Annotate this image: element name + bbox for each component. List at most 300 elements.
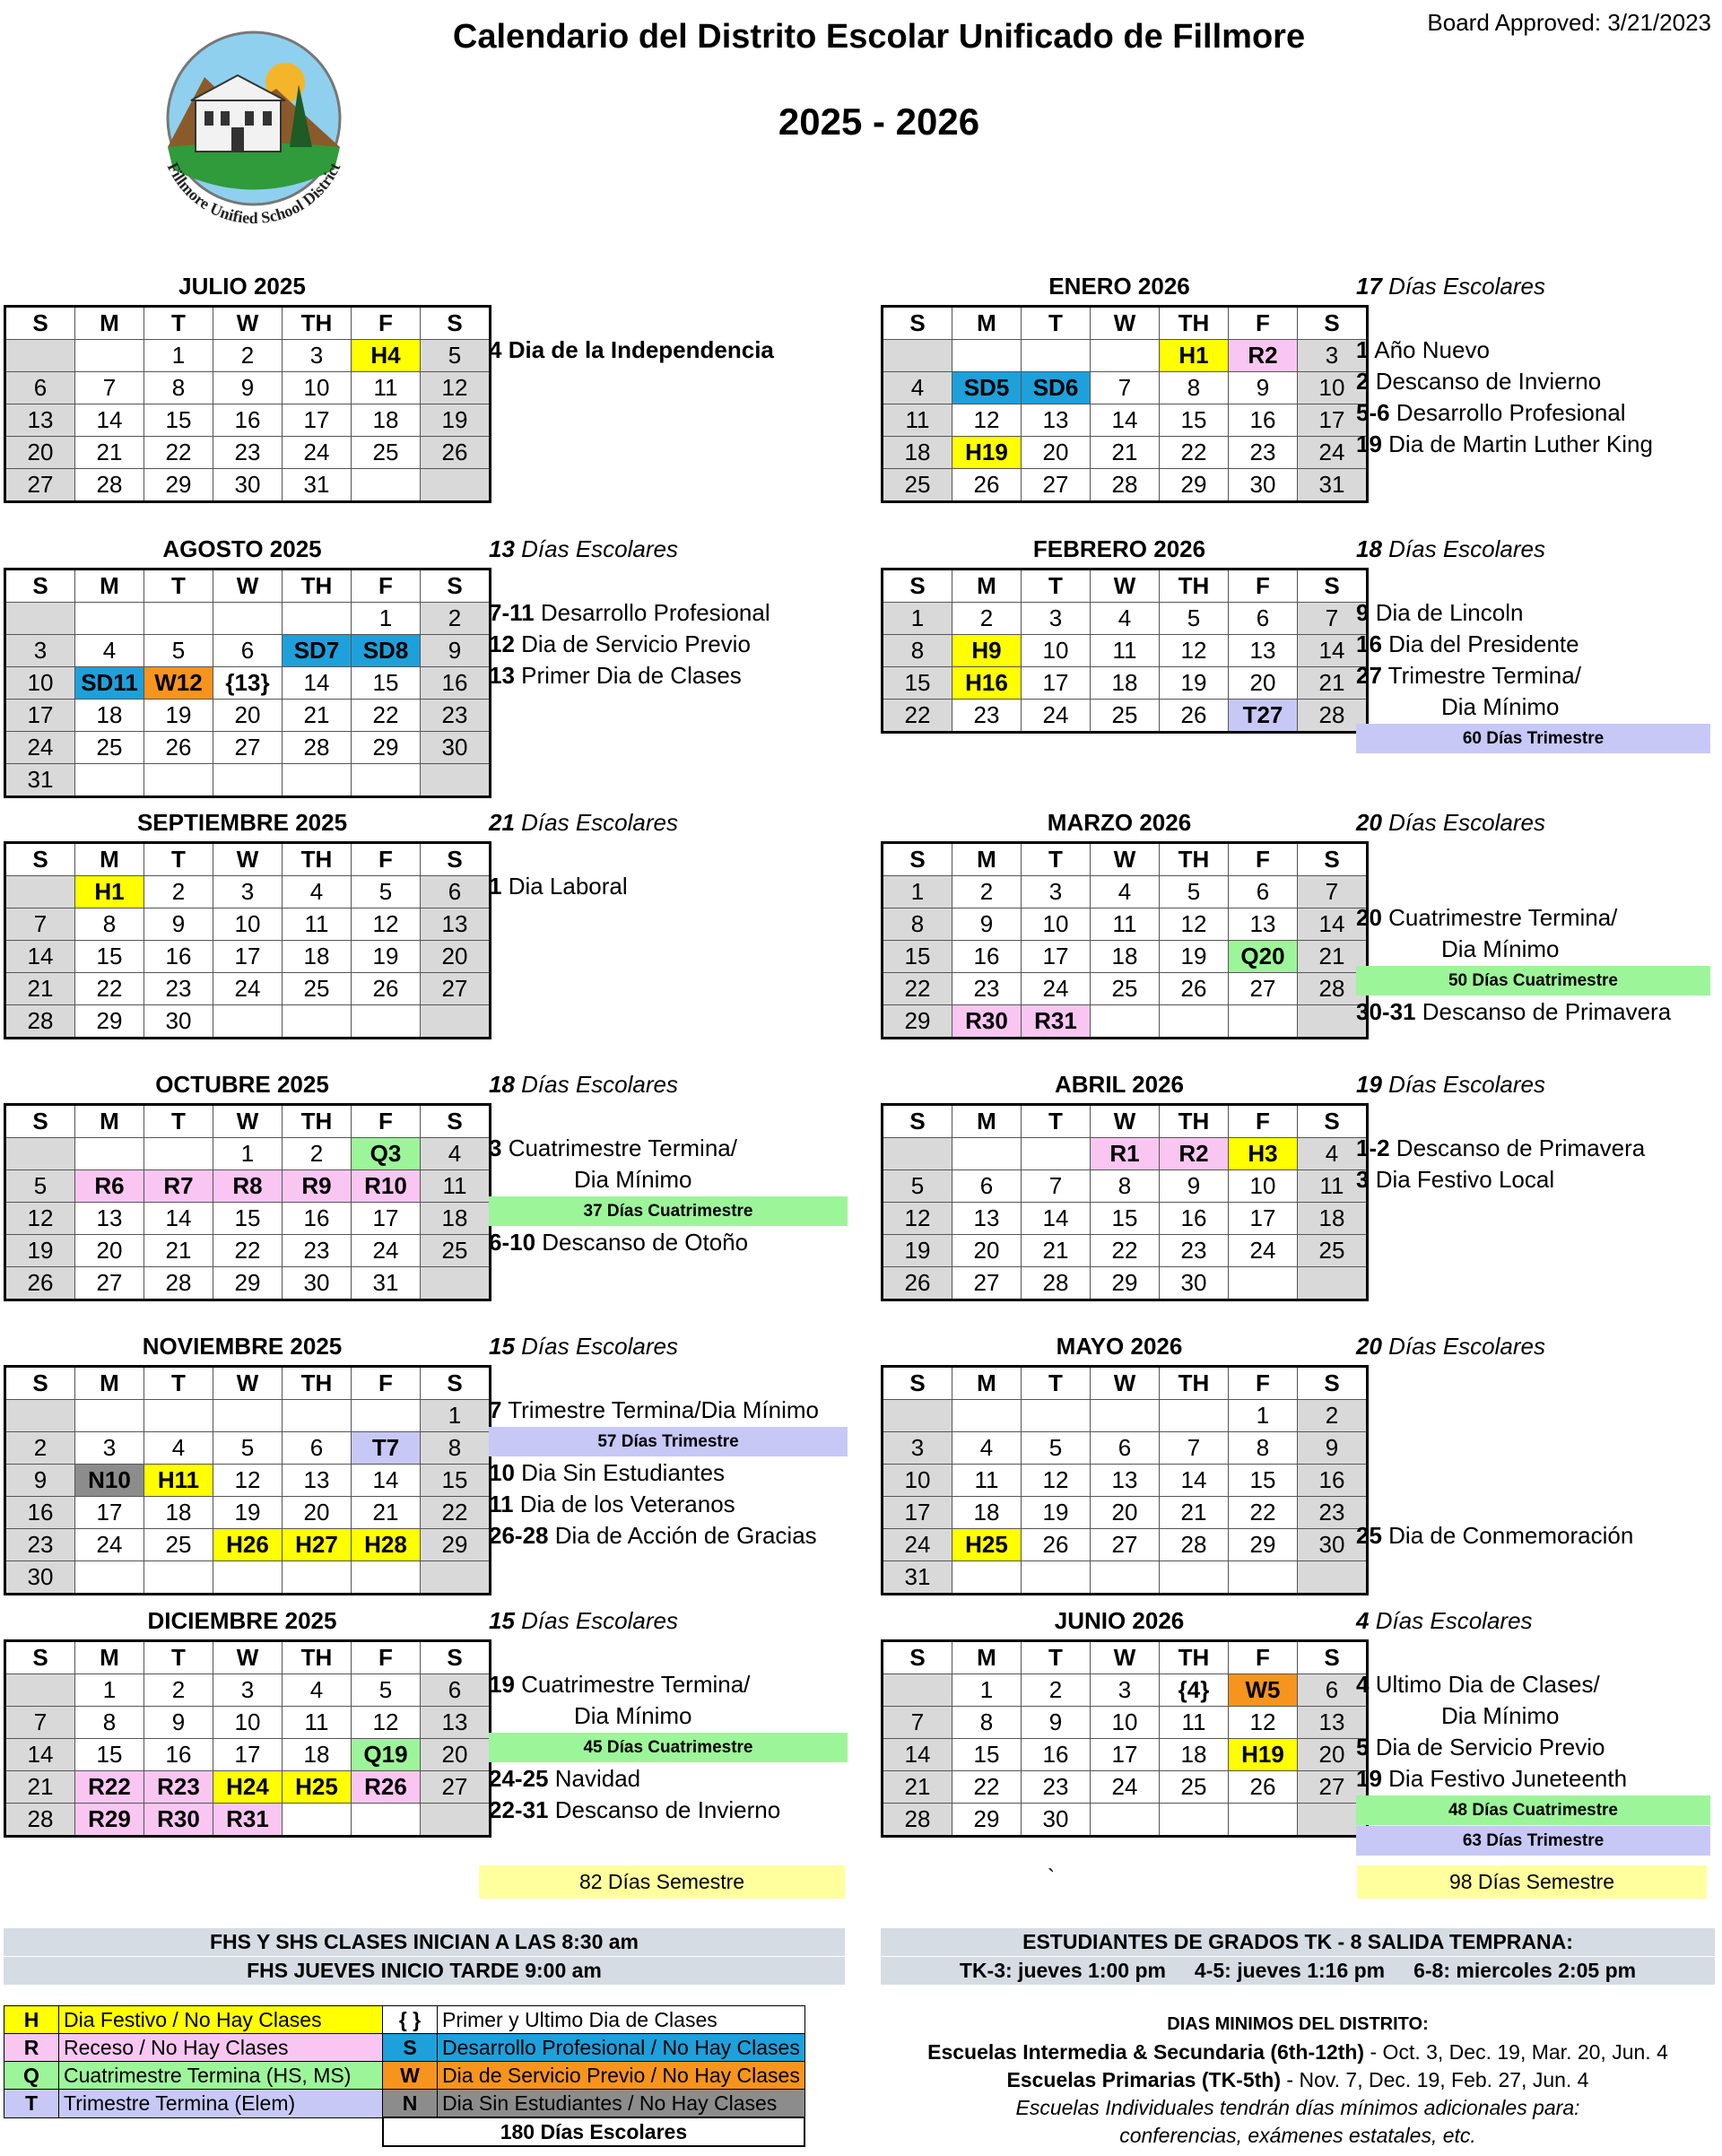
weekday-header: S <box>883 1105 952 1138</box>
day-cell: 23 <box>421 700 491 732</box>
month-name: FEBRERO 2026 <box>1032 535 1206 562</box>
day-cell: 12 <box>5 1203 75 1235</box>
day-cell: 22 <box>1229 1497 1298 1529</box>
month-grid <box>4 305 491 503</box>
day-cell: 12 <box>1160 635 1229 667</box>
month-notes <box>1356 271 1710 460</box>
day-cell: 21 <box>5 973 75 1005</box>
day-cell: 29 <box>883 1005 952 1039</box>
day-cell <box>952 1400 1022 1432</box>
day-cell: 10 <box>1091 1707 1160 1739</box>
month-grid <box>4 568 491 798</box>
week-row <box>883 372 1368 404</box>
note-text: Dia Mínimo <box>574 1702 692 1729</box>
month-name: SEPTIEMBRE 2025 <box>136 809 348 836</box>
day-cell <box>75 340 144 372</box>
weekday-header: F <box>352 569 421 603</box>
day-cell: 11 <box>1091 635 1160 667</box>
day-cell: 10 <box>213 908 283 941</box>
legend-row <box>4 2090 805 2118</box>
day-cell: 17 <box>1298 404 1368 437</box>
month-name: NOVIEMBRE 2025 <box>142 1333 343 1360</box>
note-text: Dia Mínimo <box>1441 1702 1560 1729</box>
weekday-header: S <box>5 843 75 876</box>
day-cell: 21 <box>883 1771 952 1804</box>
month-name: AGOSTO 2025 <box>162 535 322 562</box>
note-date: 26-28 <box>489 1522 549 1549</box>
day-cell: 30 <box>1160 1267 1229 1300</box>
day-cell: 4 <box>144 1432 213 1465</box>
month-grid <box>881 1365 1369 1595</box>
note-text: Dia del Presidente <box>1381 630 1579 657</box>
note-date: 6-10 <box>489 1229 536 1256</box>
week-row <box>5 876 491 908</box>
weekday-header: M <box>952 569 1022 603</box>
day-cell: 1 <box>883 876 952 908</box>
note-date: 3 <box>489 1135 502 1161</box>
day-cell: 27 <box>1298 1771 1368 1804</box>
school-days-label: Días Escolares <box>1381 1071 1545 1098</box>
fhs-start-time: FHS Y SHS CLASES INICIAN A LAS 8:30 am <box>4 1928 845 1956</box>
day-cell <box>1298 1267 1368 1300</box>
note-date: 1 <box>489 873 502 900</box>
week-row <box>5 437 491 469</box>
day-cell: 7 <box>75 372 144 404</box>
day-cell <box>213 603 283 635</box>
day-cell: 20 <box>5 437 75 469</box>
weekday-header: S <box>421 307 491 340</box>
week-row <box>5 1170 491 1203</box>
day-cell: R10 <box>352 1170 421 1203</box>
day-cell: 9 <box>1229 372 1298 404</box>
note-text: Dia de Servicio Previo <box>1369 1734 1605 1760</box>
note-date: 12 <box>489 630 515 657</box>
day-cell <box>352 469 421 502</box>
day-cell: 30 <box>1229 469 1298 502</box>
week-row <box>883 1203 1368 1235</box>
weekday-header: S <box>883 843 952 876</box>
day-cell: 22 <box>1091 1235 1160 1267</box>
day-cell: 11 <box>1091 908 1160 941</box>
day-cell: 7 <box>5 1707 75 1739</box>
day-cell: 21 <box>1298 941 1368 973</box>
weekday-header: F <box>1229 1367 1298 1400</box>
day-cell: 16 <box>213 404 283 437</box>
weekday-header: TH <box>283 1105 352 1138</box>
day-cell: 21 <box>1022 1235 1091 1267</box>
week-row <box>883 1170 1368 1203</box>
day-cell: 1 <box>213 1138 283 1170</box>
weekday-header: F <box>352 1367 421 1400</box>
note-line <box>1356 996 1710 1028</box>
day-cell: 1 <box>1229 1400 1298 1432</box>
note-text: Desarrollo Profesional <box>534 599 770 626</box>
day-cell: 23 <box>952 700 1022 733</box>
day-cell: 4 <box>1091 876 1160 908</box>
legend-label: Primer y Ultimo Dia de Clases <box>438 2006 805 2034</box>
day-cell: 28 <box>883 1804 952 1837</box>
day-cell: 24 <box>1022 973 1091 1005</box>
district-logo <box>142 13 366 237</box>
school-days-count <box>1356 534 1710 565</box>
day-cell: 22 <box>213 1235 283 1267</box>
day-cell: R22 <box>75 1771 144 1804</box>
day-cell: 26 <box>1022 1529 1091 1561</box>
month-grid <box>881 1639 1369 1838</box>
day-cell: 31 <box>352 1267 421 1300</box>
day-cell: 11 <box>1298 1170 1368 1203</box>
school-days-count <box>489 1069 848 1100</box>
day-cell: 13 <box>75 1203 144 1235</box>
day-cell: 8 <box>75 908 144 941</box>
day-cell <box>421 469 491 502</box>
weekday-header: W <box>213 1105 283 1138</box>
day-cell: 9 <box>213 372 283 404</box>
day-cell: 11 <box>883 404 952 437</box>
school-days-count <box>489 271 848 302</box>
day-cell: 24 <box>1298 437 1368 469</box>
day-cell: 24 <box>883 1529 952 1561</box>
day-cell: 3 <box>283 340 352 372</box>
day-cell: 31 <box>1298 469 1368 502</box>
day-cell: 24 <box>352 1235 421 1267</box>
note-date: 16 <box>1356 630 1382 657</box>
day-cell: 28 <box>144 1267 213 1300</box>
day-cell: 24 <box>1091 1771 1160 1804</box>
weekday-header: S <box>1298 843 1368 876</box>
day-cell: 2 <box>283 1138 352 1170</box>
week-row <box>5 635 491 667</box>
school-days-label: Días Escolares <box>1381 273 1545 300</box>
day-cell: 22 <box>75 973 144 1005</box>
note-line <box>1356 691 1710 723</box>
day-cell: 13 <box>1298 1707 1368 1739</box>
day-cell: 14 <box>1298 635 1368 667</box>
day-cell: 29 <box>1091 1267 1160 1300</box>
day-cell: 22 <box>421 1497 491 1529</box>
day-cell: 14 <box>1091 404 1160 437</box>
day-cell: 28 <box>75 469 144 502</box>
day-cell: 17 <box>213 1739 283 1771</box>
day-cell: 18 <box>352 404 421 437</box>
day-cell: 12 <box>421 372 491 404</box>
day-cell: 4 <box>1298 1138 1368 1170</box>
day-cell: 29 <box>144 469 213 502</box>
note-line <box>1356 1489 1710 1520</box>
day-cell: 22 <box>883 700 952 733</box>
day-cell: W5 <box>1229 1674 1298 1707</box>
note-date: 30-31 <box>1356 998 1416 1025</box>
weekday-header: TH <box>1160 1367 1229 1400</box>
weekday-header: S <box>421 1641 491 1674</box>
day-cell: 8 <box>952 1707 1022 1739</box>
note-line <box>1356 902 1710 934</box>
week-row <box>5 1529 491 1561</box>
day-cell: 7 <box>1091 372 1160 404</box>
day-cell: R31 <box>213 1804 283 1837</box>
fhs-late-start: FHS JUEVES INICIO TARDE 9:00 am <box>4 1957 845 1985</box>
day-cell <box>1091 340 1160 372</box>
day-cell: 27 <box>1022 469 1091 502</box>
day-cell: 20 <box>1229 667 1298 700</box>
cuatrimestre-total-band: 48 Días Cuatrimestre <box>1356 1795 1710 1825</box>
note-line <box>489 1763 848 1795</box>
day-cell: 2 <box>952 876 1022 908</box>
weekday-header: M <box>75 1641 144 1674</box>
day-cell: R31 <box>1022 1005 1091 1039</box>
day-cell: H25 <box>952 1529 1022 1561</box>
weekday-header: S <box>5 1367 75 1400</box>
day-cell: 28 <box>1160 1529 1229 1561</box>
day-cell: R30 <box>952 1005 1022 1039</box>
day-cell <box>1160 1005 1229 1039</box>
day-cell <box>952 1561 1022 1595</box>
day-cell <box>1022 1138 1091 1170</box>
day-cell: 18 <box>1091 667 1160 700</box>
weekday-header: TH <box>1160 307 1229 340</box>
day-cell: 17 <box>213 941 283 973</box>
weekday-header: TH <box>283 569 352 603</box>
week-row <box>5 1771 491 1804</box>
day-cell <box>952 1138 1022 1170</box>
day-cell: 11 <box>283 1707 352 1739</box>
weekday-header: T <box>144 1367 213 1400</box>
day-cell: SD11 <box>75 667 144 700</box>
day-cell: 17 <box>1022 667 1091 700</box>
day-cell: 26 <box>883 1267 952 1300</box>
day-cell: 10 <box>883 1465 952 1497</box>
day-cell <box>883 1674 952 1707</box>
day-cell: 8 <box>144 372 213 404</box>
week-row <box>883 941 1368 973</box>
day-cell: 15 <box>1160 404 1229 437</box>
week-row <box>883 1529 1368 1561</box>
weekday-header: S <box>1298 1367 1368 1400</box>
weekday-header: T <box>1022 1367 1091 1400</box>
day-cell: 16 <box>144 1739 213 1771</box>
school-days-number: 19 <box>1356 1071 1382 1098</box>
day-cell: 26 <box>1160 973 1229 1005</box>
day-cell <box>1091 1400 1160 1432</box>
cuatrimestre-total-band: 45 Días Cuatrimestre <box>489 1733 848 1762</box>
week-row <box>883 1400 1368 1432</box>
day-cell: 9 <box>144 908 213 941</box>
day-cell: 25 <box>421 1235 491 1267</box>
weekday-header: F <box>1229 307 1298 340</box>
day-cell: 21 <box>75 437 144 469</box>
minimum-days-note-2: conferencias, exámenes estatales, etc. <box>1119 2124 1476 2147</box>
day-cell: 1 <box>421 1400 491 1432</box>
day-cell: H1 <box>75 876 144 908</box>
note-text: Dia de Lincoln <box>1369 599 1524 626</box>
day-cell: 16 <box>1160 1203 1229 1235</box>
notes-header-gap <box>1356 1637 1710 1669</box>
day-cell: H28 <box>352 1529 421 1561</box>
day-cell: R2 <box>1160 1138 1229 1170</box>
day-cell: 22 <box>352 700 421 732</box>
day-cell: 22 <box>144 437 213 469</box>
day-cell <box>144 603 213 635</box>
weekday-header: T <box>144 307 213 340</box>
day-cell: {13} <box>213 667 283 700</box>
day-cell: 16 <box>1229 404 1298 437</box>
note-text: Dia Festivo Juneteenth <box>1381 1765 1628 1792</box>
notes-header-gap <box>1356 1362 1710 1395</box>
weekday-header: S <box>1298 1105 1368 1138</box>
weekday-header: M <box>75 1367 144 1400</box>
note-date: 7-11 <box>489 599 535 626</box>
note-line <box>489 1164 848 1195</box>
weekday-header: M <box>952 1105 1022 1138</box>
note-line <box>1356 1426 1710 1457</box>
day-cell: 25 <box>1091 700 1160 733</box>
day-cell: 23 <box>1160 1235 1229 1267</box>
day-cell: 16 <box>144 941 213 973</box>
day-cell: 13 <box>421 908 491 941</box>
week-row <box>883 1804 1368 1837</box>
note-text: Desarrollo Profesional <box>1389 399 1626 426</box>
day-cell: 27 <box>213 732 283 764</box>
week-row <box>883 876 1368 908</box>
school-days-number: 4 <box>1356 1607 1370 1634</box>
day-cell: 16 <box>952 941 1022 973</box>
weekday-header: TH <box>283 1367 352 1400</box>
day-cell: 9 <box>1022 1707 1091 1739</box>
month-enero-2026 <box>881 273 1369 503</box>
week-row <box>883 1497 1368 1529</box>
note-line <box>1356 597 1710 629</box>
day-cell: 23 <box>952 973 1022 1005</box>
week-row <box>5 1674 491 1707</box>
day-cell: 21 <box>283 700 352 732</box>
week-row <box>883 908 1368 941</box>
day-cell: 10 <box>213 1707 283 1739</box>
day-cell <box>352 1400 421 1432</box>
note-date: 5-6 <box>1356 399 1390 426</box>
day-cell: 12 <box>1022 1465 1091 1497</box>
day-cell: 6 <box>1229 603 1298 635</box>
day-cell: Q3 <box>352 1138 421 1170</box>
legend-label: Dia de Servicio Previo / No Hay Clases <box>438 2062 805 2090</box>
day-cell: 13 <box>1229 635 1298 667</box>
weekday-header: M <box>75 307 144 340</box>
day-cell <box>1160 1561 1229 1595</box>
day-cell: 9 <box>952 908 1022 941</box>
day-cell: 5 <box>352 876 421 908</box>
day-cell: 10 <box>1022 635 1091 667</box>
weekday-header: W <box>213 307 283 340</box>
day-cell: 23 <box>5 1529 75 1561</box>
semester-2-total: 98 Días Semestre <box>1357 1865 1707 1899</box>
note-text: Dia de Acción de Gracias <box>548 1522 817 1549</box>
note-date: 3 <box>1356 1166 1370 1193</box>
school-days-number: 15 <box>489 1333 515 1360</box>
day-cell <box>75 764 144 797</box>
school-days-label: Días Escolares <box>1381 535 1545 562</box>
month-abril-2026 <box>881 1071 1369 1301</box>
week-row <box>5 1465 491 1497</box>
day-cell <box>421 1005 491 1039</box>
day-cell: 31 <box>883 1561 952 1595</box>
day-cell: 29 <box>1160 469 1229 502</box>
day-cell: 25 <box>883 469 952 502</box>
day-cell: 5 <box>352 1674 421 1707</box>
week-row <box>5 1400 491 1432</box>
day-cell: 25 <box>1298 1235 1368 1267</box>
weekday-header: TH <box>283 843 352 876</box>
day-cell <box>421 1561 491 1595</box>
note-text: Descanso de Invierno <box>548 1796 781 1823</box>
note-text: Dia Mínimo <box>1441 693 1560 720</box>
day-cell: 2 <box>144 876 213 908</box>
day-cell: 28 <box>283 732 352 764</box>
day-cell <box>1022 1561 1091 1595</box>
day-cell: 11 <box>421 1170 491 1203</box>
day-cell: 18 <box>421 1203 491 1235</box>
week-row <box>5 1561 491 1595</box>
minimum-days-note: Escuelas Individuales tendrán días mínimos adicionales para: <box>1015 2096 1580 2119</box>
day-cell <box>1229 1267 1298 1300</box>
cuatrimestre-total-band: 37 Días Cuatrimestre <box>489 1196 848 1226</box>
note-date: 1-2 <box>1356 1135 1390 1161</box>
weekday-header: W <box>213 1367 283 1400</box>
day-cell <box>5 340 75 372</box>
day-cell: Q20 <box>1229 941 1298 973</box>
weekday-header: T <box>144 843 213 876</box>
day-cell: 1 <box>352 603 421 635</box>
note-line <box>1356 1133 1710 1164</box>
day-cell: SD6 <box>1022 372 1091 404</box>
note-line <box>1356 934 1710 965</box>
notes-header-gap <box>1356 565 1710 597</box>
day-cell: 21 <box>352 1497 421 1529</box>
month-notes <box>489 534 848 691</box>
week-row <box>5 1203 491 1235</box>
note-text: Descanso de Primavera <box>1415 998 1672 1025</box>
weekday-header: T <box>1022 307 1091 340</box>
weekday-header: T <box>1022 843 1091 876</box>
note-date: 2 <box>1356 368 1370 395</box>
day-cell: 19 <box>144 700 213 732</box>
day-cell: 20 <box>1298 1739 1368 1771</box>
stray-mark: ` <box>1048 1865 1055 1890</box>
note-text: Dia Mínimo <box>1441 935 1560 962</box>
board-approved-date: Board Approved: 3/21/2023 <box>1427 9 1711 36</box>
day-cell: 24 <box>75 1529 144 1561</box>
day-cell: H16 <box>952 667 1022 700</box>
school-days-count <box>1356 271 1710 302</box>
day-cell: 21 <box>1091 437 1160 469</box>
day-cell <box>213 764 283 797</box>
day-cell: 9 <box>1160 1170 1229 1203</box>
day-cell: 11 <box>283 908 352 941</box>
day-cell: 19 <box>421 404 491 437</box>
day-cell: 2 <box>1298 1400 1368 1432</box>
day-cell: 30 <box>213 469 283 502</box>
legend-label: Trimestre Termina (Elem) <box>59 2090 383 2118</box>
note-line <box>489 660 848 691</box>
day-cell: 13 <box>1022 404 1091 437</box>
legend-key: W <box>383 2062 438 2090</box>
note-text: Cuatrimestre Termina/ <box>514 1671 751 1698</box>
day-cell: 19 <box>883 1235 952 1267</box>
day-cell: 6 <box>952 1170 1022 1203</box>
weekday-header: F <box>1229 1641 1298 1674</box>
day-cell: 23 <box>213 437 283 469</box>
day-cell: 30 <box>1022 1804 1091 1837</box>
week-row <box>5 667 491 700</box>
note-text: Cuatrimestre Termina/ <box>501 1135 737 1161</box>
